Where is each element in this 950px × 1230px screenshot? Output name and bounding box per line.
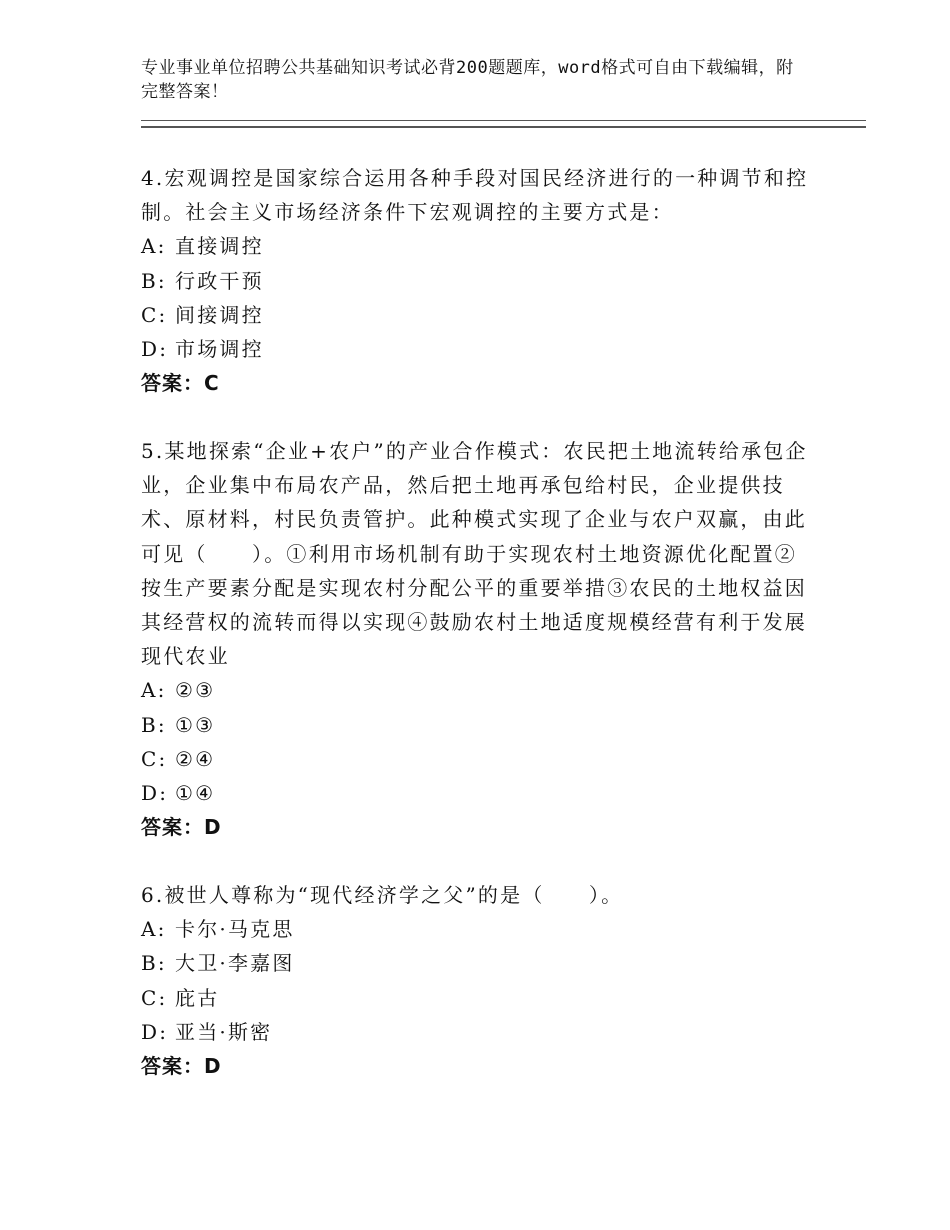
option-text: ①④	[175, 781, 216, 806]
question-block	[141, 161, 811, 400]
option-b	[141, 708, 811, 742]
answer-line: 答案：C	[141, 371, 220, 396]
option-a	[141, 229, 811, 263]
answer-line: 答案：D	[141, 815, 222, 840]
option-text: 卡尔·马克思	[175, 917, 295, 942]
option-letter: B:	[141, 268, 167, 293]
answer-line: 答案：D	[141, 1054, 222, 1079]
option-b	[141, 946, 811, 980]
option-text: 市场调控	[175, 337, 264, 362]
option-text: ②④	[175, 746, 216, 771]
question-stem: 4.宏观调控是国家综合运用各种手段对国民经济进行的一种调节和控制。社会主义市场经济条件下宏观调控的主要方式是：	[141, 166, 809, 225]
option-letter: C:	[141, 746, 168, 771]
option-a	[141, 673, 811, 707]
option-letter: C:	[141, 985, 168, 1010]
option-c	[141, 298, 811, 332]
option-text: 间接调控	[175, 302, 264, 327]
header-divider	[141, 120, 866, 128]
option-text: ②③	[175, 678, 216, 703]
option-b	[141, 264, 811, 298]
option-text: 庇古	[175, 985, 220, 1010]
option-text: 大卫·李嘉图	[175, 951, 295, 976]
option-letter: B:	[141, 712, 167, 737]
option-text: 亚当·斯密	[175, 1019, 273, 1044]
option-letter: C:	[141, 302, 168, 327]
option-letter: D:	[141, 781, 169, 806]
option-letter: B:	[141, 951, 167, 976]
option-letter: A:	[141, 234, 167, 259]
option-letter: A:	[141, 917, 167, 942]
option-letter: D:	[141, 1019, 169, 1044]
document-header-title: 专业事业单位招聘公共基础知识考试必背200题题库，word格式可自由下载编辑，附完整答案！	[141, 58, 794, 102]
option-c	[141, 981, 811, 1015]
question-block	[141, 434, 811, 844]
option-d	[141, 776, 811, 810]
option-text: ①③	[175, 712, 216, 737]
question-stem: 5.某地探索“企业+农户”的产业合作模式：农民把土地流转给承包企业，企业集中布局农产品，然后把土地再承包给村民，企业提供技术、原材料，村民负责管护。此种模式实现了企业与农户双赢，由此可见（ ）。①利用市场机制有助于实现农村土地资源优化配置②按生产要素分配是实现农村分配公平的重要举措③农民的土地权益因其经营权的流转而得以实现④鼓励农村土地适度规模经营有利于发展现代农业	[141, 439, 808, 669]
question-block	[141, 878, 811, 1083]
option-a	[141, 912, 811, 946]
option-letter: D:	[141, 337, 169, 362]
option-c	[141, 742, 811, 776]
question-stem: 6.被世人尊称为“现代经济学之父”的是（ ）。	[141, 883, 624, 907]
option-text: 直接调控	[175, 234, 264, 259]
option-text: 行政干预	[175, 268, 264, 293]
option-d	[141, 332, 811, 366]
option-letter: A:	[141, 678, 167, 703]
option-d	[141, 1015, 811, 1049]
